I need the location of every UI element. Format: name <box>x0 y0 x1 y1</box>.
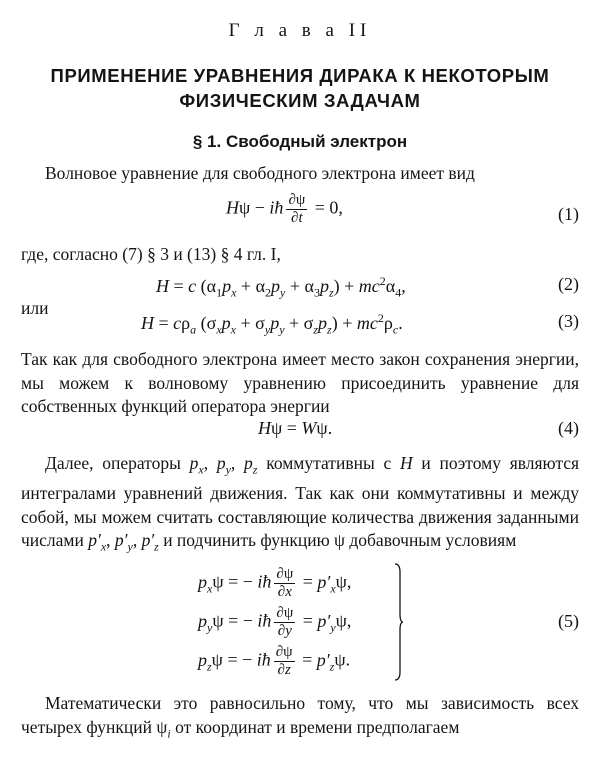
equation-5-line-1: $p_x\psi$ = − iħ $\frac{\partial\psi}{\partial x}$ = $p'_x\psi$, <box>198 566 352 600</box>
or-word: или <box>21 298 49 318</box>
equation-2: H = c $(\alpha_1p_x + \alpha_2p_y + \alpha_3p_z) + mc^2\alpha_4$, <box>156 274 406 300</box>
equation-1: Hψ − iħ $\frac{\partial\psi}{\partial t}$ = 0, <box>226 192 343 226</box>
chapter-title <box>0 63 600 113</box>
right-brace <box>394 562 404 682</box>
equation-4-number: (4) <box>558 418 579 438</box>
paragraph-4-part-c: и поэтому являются интегралами уравнений движения. Так как они коммутативны и между собой, мы можем считать составляющие количества движения заданными числами <box>21 453 580 550</box>
equation-3-number: (3) <box>558 311 579 331</box>
paragraph-4-part-b: коммутативны с <box>266 453 392 473</box>
paragraph-2: где, согласно (7) § 3 и (13) § 4 гл. I, <box>21 244 281 264</box>
equation-5-line-3: $p_z\psi$ = − iħ $\frac{\partial\psi}{\partial z}$ = $p'_z\psi$. <box>198 644 351 678</box>
equation-2-number: (2) <box>558 274 579 294</box>
equation-5-line-2: $p_y\psi$ = − iħ $\frac{\partial\psi}{\partial y}$ = $p'_y\psi$, <box>198 605 352 639</box>
paragraph-4-part-d: и подчинить функцию ψ добавочным условиям <box>163 530 517 550</box>
paragraph-3: Так как для свободного электрона имеет место закон сохранения энергии, мы можем к волновому уравнению присоединить уравнение для собственных функций оператора энергии <box>21 349 579 416</box>
chapter-title-line-2: ФИЗИЧЕСКИМ ЗАДАЧАМ <box>179 90 421 111</box>
equation-1-number: (1) <box>558 204 579 224</box>
chapter-heading: Г л а в а II <box>228 20 372 41</box>
equation-4: Hψ = Wψ. <box>258 418 333 438</box>
section-heading: § 1. Свободный электрон <box>192 132 408 151</box>
paragraph-5-text: Математически это равносильно тому, что мы зависимость всех четырех функций ψ <box>21 693 579 737</box>
paragraph-1: Волновое уравнение для свободного электрона имеет вид <box>45 163 475 183</box>
paragraph-4-part-a: Далее, операторы <box>45 453 181 473</box>
equation-3: $H = c\rho_a$ $(\sigma_xp_x + \sigma_yp_y + \sigma_zp_z) + mc^2\rho_c$. <box>141 311 403 337</box>
chapter-title-line-1: ПРИМЕНЕНИЕ УРАВНЕНИЯ ДИРАКА К НЕКОТОРЫМ <box>50 65 550 86</box>
paragraph-4: Далее, операторы $p_x$, $p_y$, $p_z$ коммутативны с H и поэтому являются интегралами уравнений движения. Так как они коммутативны и между собой, мы можем считать составляющие количества движения заданными числами $p'_x$, $p'_y$, $p'_z$ и подчинить функцию ψ добавочным условиям <box>21 453 580 554</box>
paragraph-5: Математически это равносильно тому, что мы зависимость всех четырех функций $\psi_i$ от координат и времени предполагаем <box>21 693 579 740</box>
equation-5-number: (5) <box>558 611 579 631</box>
